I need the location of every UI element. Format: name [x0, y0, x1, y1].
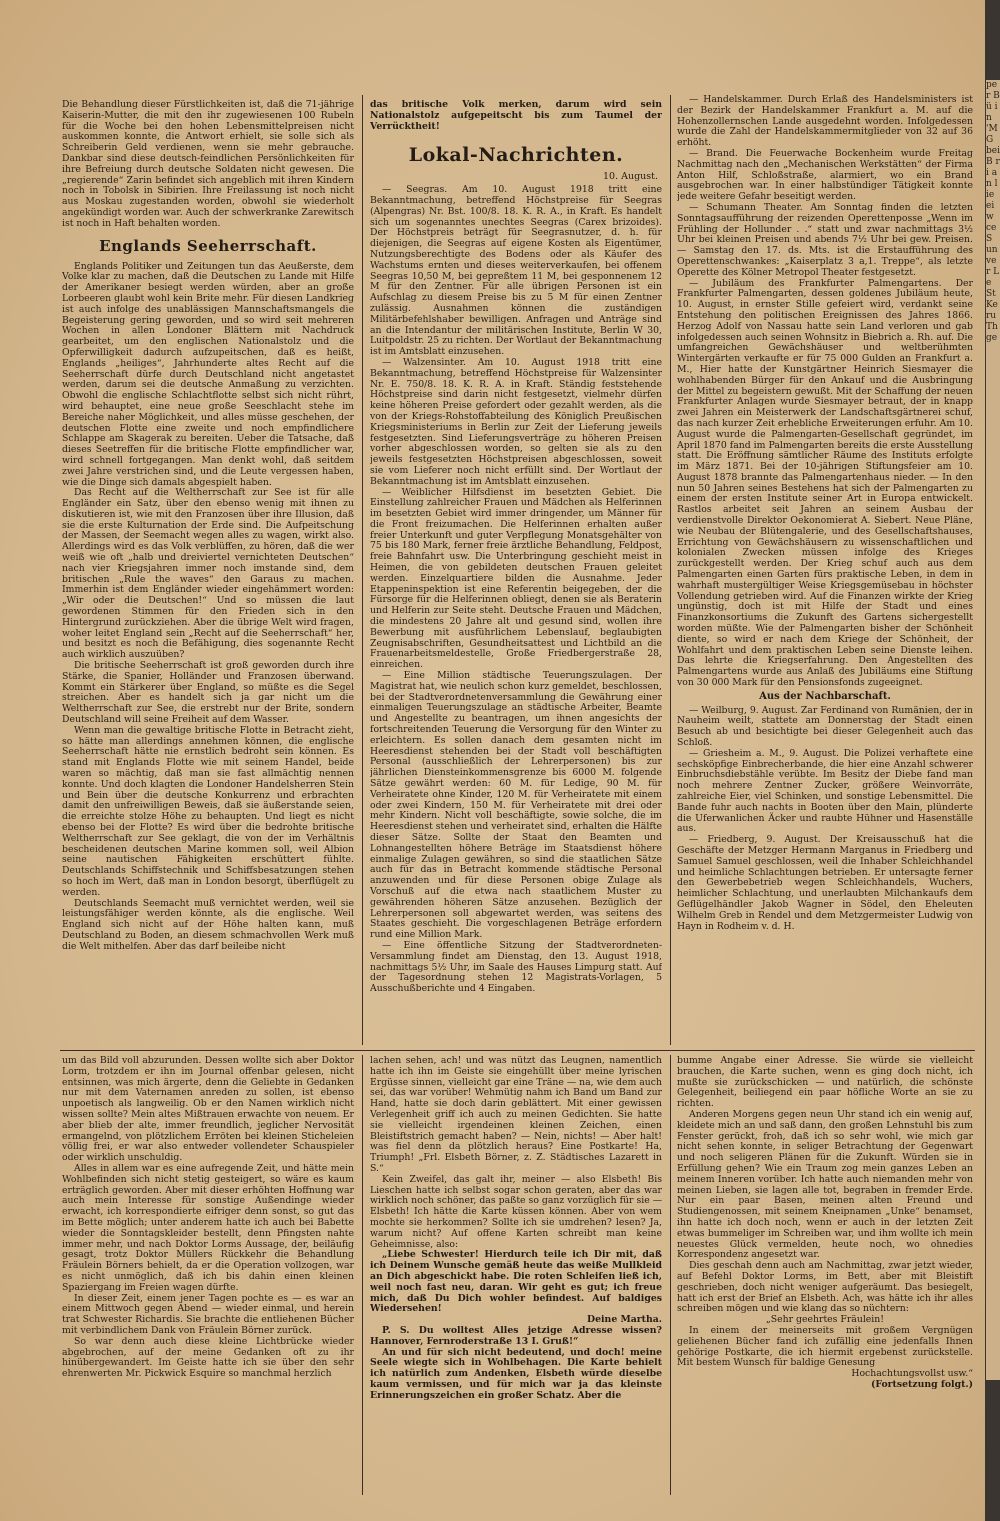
- news-friedberg: — Friedberg, 9. August. Der Kreisausschuß hat die Geschäfte der Metzger Hermann Marganus in Friedberg und Samuel Samuel geschlossen, weil die Inhaber Schleichhandel und heimliche Schlachtungen betrieben. Er untersagte ferner den Gewerbebetrieb wegen Schleichhandels, Wuchers, heimlicher Schlachtung, und unerlaubten Milchankaufs dem Geflügelhändler Jakob Wagner in Södel, den Eheleuten Wilhelm Greb in Rendel und dem Metzgermeister Ludwig von Hayn in Rodheim v. d. H.: [677, 834, 973, 932]
- news-brand: — Brand. Die Feuerwache Bockenheim wurde Freitag Nachmittag nach den „Mechanischen Werkstätten“ der Firma Anton Hilf, Schloßstraße, alarmiert, wo ein Brand ausgebrochen war. In einer halbstündiger Tätigkeit konnte jede weitere Gefahr beseitigt werden.: [677, 147, 973, 203]
- paragraph: Anderen Morgens gegen neun Uhr stand ich ein wenig auf, kleidete mich an und saß dann, den großen Lehnstuhl bis zum Fenster gerückt, froh, daß ich so sehr wohl, wie mich gar nicht sehen konnte, in seliger Betrachtung der Gegenwart und noch seligeren Plänen für die Zukunft. Würden sie in Erfüllung gehen? Wie ein Traum zog mein ganzes Leben an meinem Inneren vorüber. Ich hatte auch niemanden mehr von meinen Lieben, sie lagen alle tot, begraben in fremder Erde. Nur ein paar Basen, meinen alten Freund und Studiengenossen, mit seinem Kneipnamen „Unke“ benamset, ihn hatte ich doch noch, wenn er auch in der letzten Zeit etwas bummeliger im Schreiben war, und ihm wollte ich mein neuestes Glück vermelden, heute noch, wo ohnedies Korrespondenz angesetzt war.: [677, 1108, 973, 1261]
- paragraph: um das Bild voll abzurunden. Dessen wollte sich aber Doktor Lorm, trotzdem er ihn im Journal offenbar gelesen, nicht entsinnen, was mich ärgerte, denn die Geliebte in Gedanken nur mit dem Vaternamen anreden zu sollen, ist ebenso unpoetisch als langweilig. Ob er den Namen wirklich nicht wissen sollte? Mein altes Mißtrauen erwachte von neuem. Er aber blieb der alte, immer freundlich, jeglicher Nervosität ermangelnd, von plötzlichem Erröten bei kleinen Sticheleien völlig frei, er war also entweder vollendeter Schauspieler oder wirklich unschuldig.: [62, 1056, 354, 1164]
- paragraph: Alles in allem war es eine aufregende Zeit, und hätte mein Wohlbefinden sich nicht stetig gesteigert, so wäre es kaum erträglich geworden. Aber mit dieser erhöhten Hoffnung war auch mein Interesse für sonstige Außendinge wieder erwacht, ich korrespondierte eifriger denn sonst, so gut das im Bette möglich; unter anderem hatte ich auch bei Babette wieder die Sonntagskleider bestellt, denn Pfingsten nahte immer mehr, und nach Doktor Lorms Aussage, der, beiläufig gesagt, trotz Doktor Müllers Rückkehr die Behandlung Fräulein Börners behielt, da er die Operation vollzogen, war es nicht unmöglich, daß ich bis dahin einen kleinen Spaziergang im Freien wagen dürfte.: [62, 1162, 354, 1293]
- feuilleton-rule: [60, 1050, 975, 1051]
- paragraph: Wenn man die gewaltige britische Flotte in Betracht zieht, so hätte man allerdings annehmen können, die englische Seeherrschaft hätte nie ernstlich bedroht sein können. Es stand mit Englands Flotte wie mit seinem Handel, beide waren so mächtig, daß man sie fast allmächtig nennen konnte. Und doch klagten die Londoner Handelsherren Stein und Bein über die deutsche Konkurrenz und erbrachten damit den unfreiwilligen Beweis, daß sie äußerstande seien, die erreichte stolze Höhe zu behaupten. Und liegt es nicht ebenso bei der Flotte? Es wird über die bedrohte britische Weltherrschaft zur See geklagt, die von der im Verhältnis bescheidenen deutschen Marine kommen soll, weil Albion seine nautischen Fähigkeiten erschüttert fühlte. Deutschlands Schiffstechnik und Schiffsbesatzungen stehen so hoch im Wert, daß man in London besorgt, überflügelt zu werden.: [62, 724, 354, 898]
- paragraph: Kein Zweifel, das galt ihr, meiner — also Elsbeth! Bis Lieschen hatte ich selbst sogar schon geraten, aber das war wirklich noch schöner, das paßte so ganz vorzüglich für sie — Elsbeth! Ich hätte die Karte küssen können. Aber von wem mochte sie herkommen? Sollte ich sie umdrehen? lesen? Ja, warum nicht? Auf offene Karten schreibt man keine Geheimnisse, also:: [370, 1173, 662, 1250]
- news-teuerungszulagen: — Eine Million städtische Teuerungszulagen. Der Magistrat hat, wie neulich schon kurz gemeldet, beschlossen, bei der Stadtverordnetenversammlung die Gewährung einer einmaligen Teuerungszulage an städtische Arbeiter, Beamte und Angestellte zu beantragen, um ihnen angesichts der fortschreitenden Teuerung die Versorgung für den Winter zu erleichtern. Es sollen danach dem gesamten nicht im Heeresdienst stehenden bei der Stadt voll beschäftigten Personal (ausschließlich der Lehrerpersonen) bis zur jährlichen Diensteinkommensgrenze bis 6000 M. folgende Sätze gewährt werden: 60 M. für Ledige, 90 M. für Verheiratete ohne Kinder, 120 M. für Verheiratete mit einem oder zwei Kindern, 150 M. für Verheiratete mit drei oder mehr Kindern. Nicht voll beschäftigte, sowie solche, die im Heeresdienst stehen und verheiratet sind, erhalten die Hälfte dieser Sätze. Sollte der Staat den Beamten und Lohnangestellten höhere Beträge im Staatsdienst höhere einmalige Zulagen gewähren, so sind die staatlichen Sätze auch für das in Betracht kommende städtische Personal anzuwenden und für diese Personen obige Zulage als Vorschuß auf die etwa nach staatlichem Muster zu gewährenden höheren Sätze anzusehen. Bezüglich der Lehrerpersonen soll abgewartet werden, was seitens des Staates geschieht. Die vorgeschlagenen Beträge erfordern rund eine Million Mark.: [370, 670, 662, 941]
- column-rule: [362, 1055, 363, 1495]
- letter-salutation: „Sehr geehrtes Fräulein!: [765, 1314, 885, 1326]
- paragraph: Dies geschah denn auch am Nachmittag, zwar jetzt wieder, auf Befehl Doktor Lorms, im Bett, aber mit Bleistift geschrieben, doch nicht weniger aufgeräumt. Das besiegelt, hatt ich erst der Brief an Elsbeth. Ach, was hätte ich ihr alles schreiben mögen und wie klang das so nüchtern:: [677, 1260, 973, 1315]
- to-be-continued: (Fortsetzung folgt.): [870, 1378, 973, 1390]
- column-rule: [362, 95, 363, 1045]
- paragraph: lachen sehen, ach! und was nützt das Leugnen, namentlich hatte ich ihn im Geiste sie eingehüllt über meine lyrischen Ergüsse sinnen, vielleicht gar eine Träne — na, wie dem auch sei, das war vorüber! Wehmütig nahm ich Band um Band zur Hand, hatte sie doch darin geblättert. Mit einer gewissen Verlegenheit griff ich auch zu meinen Gedichten. Sie hatte sie vielleicht irgendeinen kleinen Zeichen, einen Bleistiftstrich gemacht haben? — Nein, nichts! — Aber halt! was fiel denn da plötzlich heraus? Eine Postkarte! Ha, Triumph! „Frl. Elsbeth Börner, z. Z. Städtisches Lazarett in S.“: [370, 1056, 662, 1174]
- article-continuation: das britische Volk merken, darum wird sein Nationalstolz aufgepeitscht bis zum Taumel der Verrücktheit!: [370, 100, 662, 132]
- column-rule: [670, 1055, 671, 1495]
- subheading-nachbarschaft: Aus der Nachbarschaft.: [759, 690, 891, 702]
- news-weilburg: — Weilburg, 9. August. Zar Ferdinand von Rumänien, der in Nauheim weilt, stattete am Donnerstag der Stadt einen Besuch ab und besichtigte bei dieser Gelegenheit auch das Schloß.: [677, 704, 973, 749]
- feuilleton-column-1: [62, 1056, 354, 1496]
- column-rule: [670, 95, 671, 1045]
- letter: „Liebe Schwester! Hierdurch teile ich Dir mit, daß ich Deinem Wunsche gemäß heute das weiße Mullkleid an Dich abgeschickt habe. Die roten Schleifen ließ ich, weil noch fast neu, daran. Wir geht es gut; ich freue mich, daß Du Dich wohler befindest. Auf baldiges Wiedersehen!: [370, 1249, 662, 1315]
- news-handelskammer: — Handelskammer. Durch Erlaß des Handelsministers ist der Bezirk der Handelskammer Frankfurt a. M. auf die Hohenzollernschen Lande ausgedehnt worden. Infolgedessen wurde die Zahl der Handelskammermitglieder von 32 auf 36 erhöht.: [677, 95, 973, 149]
- paragraph: Das Recht auf die Weltherrschaft zur See ist für alle Engländer ein Satz, über den ebenso wenig mit ihnen zu diskutieren ist, wie mit den Franzosen über ihre Illusion, daß sie die erste Kulturnation der Erde sind. Die Aufpeitschung der Massen, der Seemacht wegen alles zu wagen, wirkt also. Allerdings wird es das Volk verblüffen, zu hören, daß die wer weiß wie oft „halb und dreiviertel vernichteten Deutschen“ nach vier Kriegsjahren immer noch imstande sind, dem britischen „Rule the waves“ den Garaus zu machen. Immerhin ist dem Engländer wieder eingehämmert worden: „Wir oder die Deutschen!“ Und so müssen die laut gewordenen Stimmen für den Frieden sich in den Hintergrund zurückziehen. Aber die übrige Welt wird fragen, woher leitet England sein „Recht auf die Seeherrschaft“ her, und besitzt es noch die Befähigung, dies sogenannte Recht auch wirklich auszuüben?: [62, 487, 354, 661]
- column-1: [62, 100, 354, 1045]
- feuilleton-column-2: [370, 1056, 662, 1496]
- paragraph: Englands Politiker und Zeitungen tun das Aeußerste, dem Volke klar zu machen, daß die Deutschen zu Lande mit Hilfe der Amerikaner besiegt werden würden, aber an große Lorbeeren glaubt wohl kein Brite mehr. Für diesen Landkrieg ist auch infolge des unablässigen Mannschaftsmangels die Begeisterung gering geworden, und so wird seit mehreren Wochen in allen Londoner Blättern mit Nachdruck gearbeitet, um den englischen Nationalstolz und die Opferwilligkeit dadurch aufzupeitschen, daß es heißt, Englands „heiliges“, Jahrhunderte altes Recht auf die Seeherrschaft dürfe durch Deutschland nicht angetastet werden, darum sei die deutsche Anmaßung zu verzichten. Obwohl die englische Schlachtflotte selbst sich nicht rührt, wird behauptet, eine neue große Seeschlacht stehe im Bereiche naher Möglichkeit, und alles müsse geschehen, der deutschen Flotte eine zweite und noch empfindlichere Schlappe am Skagerak zu bereiten. Ueber die Tatsache, daß dieses Seetreffen für die britische Flotte empfindlicher war, wird schnell fortgegangen. Man denkt wohl, daß seitdem zwei Jahre verstrichen sind, und die Leute vergessen haben, wie die Dinge sich damals abgespielt haben.: [62, 260, 354, 488]
- postscript: P. S. Du wolltest Alles jetzige Adresse wissen? Hannover, Fernroderstraße 13 I. Gruß!“: [370, 1324, 662, 1347]
- letter-signature: Deine Martha.: [587, 1314, 662, 1326]
- news-hilfsdienst: — Weiblicher Hilfsdienst im besetzten Gebiet. Die Einstellung zahlreicher Frauen und Mädchen als Helferinnen im besetzten Gebiet wird immer dringender, um Männer für die Front freizumachen. Die Helferinnen erhalten außer freier Unterkunft und guter Verpflegung Monatsgehälter von 75 bis 180 Mark, ferner freie ärztliche Behandlung, Feldpost, freie Bahnfahrt usw. Die Unterbringung geschieht meist in Heimen, die von gebildeten deutschen Frauen geleitet werden. Einzelquartiere bilden die Ausnahme. Jeder Etappeninspektion ist eine Referentin beigegeben, der die Fürsorge für die Helferinnen obliegt, denen sie als Beraterin und Helferin zur Seite steht. Deutsche Frauen und Mädchen, die mindestens 20 Jahre alt und gesund sind, wollen ihre Bewerbung mit ausführlichem Lebenslauf, beglaubigten Zeugnisabschriften, Gesundheitsattest und Lichtbild an die Frauenarbeitsmeldestelle, Große Friedbergerstraße 28, einreichen.: [370, 486, 662, 671]
- headline-englands-seeherrschaft: Englands Seeherrschaft.: [99, 236, 317, 255]
- headline-lokal-nachrichten: Lokal-Nachrichten.: [408, 144, 624, 167]
- news-walzensinter: — Walzensinter. Am 10. August 1918 tritt eine Bekanntmachung, betreffend Höchstpreise für Walzensinter Nr. E. 750/8. 18. K. R. A. in Kraft. Ständig feststehende Höchstpreise sind darin nicht festgesetzt, vielmehr dürfen keine höheren Preise gefordert oder gezahlt werden, als die von der Kriegs-Rohstoffabteilung des Königlich Preußischen Kriegsministeriums in Berlin zur Zeit der Lieferung jeweils festgesetzten. Sind Lieferungsverträge zu höheren Preisen vorher abgeschlossen worden, so gelten sie als zu den jeweils festgesetzten Höchstpreisen abgeschlossen, soweit sie vom Lieferer noch nicht erfüllt sind. Der Wortlaut der Bekanntmachung ist im Amtsblatt einzusehen.: [370, 356, 662, 487]
- letter-body: In einem der meinerseits mit großem Vergnügen geliehenen Bücher fand ich zufällig eine jedenfalls Ihnen gehörige Postkarte, die ich hiermit ergebenst zurückstelle. Mit bestem Wunsch für baldige Genesung: [677, 1324, 973, 1369]
- news-griesheim: — Griesheim a. M., 9. August. Die Polizei verhaftete eine sechsköpfige Einbrecherbande, die hier eine Anzahl schwerer Einbruchsdiebstähle verübte. Im Besitz der Diebe fand man noch mehrere Zentner Zucker, größere Weinvorräte, zahlreiche Eier, viel Schinken, und sonstige Lebensmittel. Die Bande fuhr auch nachts in Booten über den Main, plünderte die Uferwanlichen Äcker und raubte Hühner und Hasenställe aus.: [677, 747, 973, 835]
- feuilleton-column-3: [677, 1056, 973, 1496]
- paragraph: An und für sich nicht bedeutend, und doch! meine Seele wiegte sich in Wohlbehagen. Die Karte behielt ich natürlich zum Andenken, Elsbeth würde dieselbe kaum vermissen, und für mich war ja das kleinste Erinnerungszeichen ein großer Schatz. Aber die: [370, 1346, 662, 1401]
- news-seegras: — Seegras. Am 10. August 1918 tritt eine Bekanntmachung, betreffend Höchstpreise für Seegras (Alpengras) Nr. Bst. 100/8. 18. K. R. A., in Kraft. Es handelt sich um sogenanntes unechtes Seegras (Carex brizoides). Der Höchstpreis beträgt für Seegrasnutzer, d. h. für diejenigen, die Seegras auf eigene Kosten als Eigentümer, Nutzungsberechtigte des Bodens oder als Käufer des Wachstums ernten und dieses weiterverkaufen, bei offenem Seegras 10,50 M, bei gepreßtem 11 M, bei gesponnenem 12 M für den Zentner. Für alle übrigen Personen ist ein Aufschlag zu diesem Preise bis zu 5 M für einen Zentner zulässig. Ausnahmen können die zuständigen Militärbefehlshaber bewilligen. Anfragen und Anträge sind an die Intendantur der militärischen Institute, Berlin W 30, Luitpoldstr. 25 zu richten. Der Wortlaut der Bekanntmachung ist im Amtsblatt einzusehen.: [370, 184, 662, 358]
- paragraph: bumme Angabe einer Adresse. Sie würde sie vielleicht brauchen, die Karte suchen, wenn es ging doch nicht, ich mußte sie zurückschicken — und natürlich, die schönste Gelegenheit, beiliegend ein paar höfliche Worte an sie zu richten.: [677, 1056, 973, 1110]
- paragraph: Die britische Seeherrschaft ist groß geworden durch ihre Stärke, die Spanier, Holländer und Franzosen überwand. Kommt ein Stärkerer über England, so müßte es die Segel streichen. Aber es handelt sich ja gar nicht um die Weltherrschaft zur See, die erstrebt nur der Brite, sondern Deutschland will seine Freiheit auf dem Wasser.: [62, 660, 354, 726]
- paragraph: So war denn auch diese kleine Lichtbrücke wieder abgebrochen, auf der meine Gedanken oft zu ihr hinübergewandert. Im Geiste hatte ich sie über den sehr ehrenwerten Mr. Pickwick Esquire so manchmal herzlich: [62, 1335, 354, 1380]
- paragraph: In dieser Zeit, einem jener Tagen pochte es — es war an einem Mittwoch gegen Abend — wieder einmal, und herein trat Schwester Richardis. Sie brachte die entliehenen Bücher mit verbindlichem Dank von Fräulein Börner zurück.: [62, 1292, 354, 1336]
- news-sitzung: — Eine öffentliche Sitzung der Stadtverordneten-Versammlung findet am Dienstag, den 13. August 1918, nachmittags 5½ Uhr, im Saale des Hauses Limpurg statt. Auf der Tagesordnung stehen 12 Magistrats-Vorlagen, 5 Ausschußberichte und 4 Eingaben.: [370, 939, 662, 995]
- column-3: [677, 95, 973, 1045]
- column-2: [370, 100, 662, 1045]
- paragraph: Deutschlands Seemacht muß vernichtet werden, weil sie leistungsfähiger werden könnte, als die englische. Weil England sich nicht auf der Höhe halten kann, muß Deutschland zu Boden, an diesem schmachvollen Werk muß die Welt mithelfen. Aber das darf beileibe nicht: [62, 897, 354, 952]
- letter-closing: Hochachtungsvollst usw.“: [851, 1368, 973, 1380]
- article-zarin-end: Die Behandlung dieser Fürstlichkeiten ist, daß die 71-jährige Kaiserin-Mutter, die mit den ihr zugewiesenen 100 Rubeln für die Woche bei den hohen Lebensmittelpreisen nicht auskommen konnte, die Antwort erhielt, sie solle sich als Schreiberin Geld verdienen, wenn sie mehr gebrauche. Dankbar sind diese deutsch-feindlichen Persönlichkeiten für ihre Befreiung durch deutsche Soldaten nicht gewesen. Die „regierende“ Zarin befindet sich angeblich mit ihren Kindern noch in Tobolsk in Sibirien. Ihre Freilassung ist noch nicht aus Moskau zugestanden worden, obwohl sie wiederholt angekündigt worden war. Auch der schwerkranke Zarewitsch ist noch in Haft behalten worden.: [62, 100, 354, 229]
- news-schumann-theater: — Schumann Theater. Am Sonntag finden die letzten Sonntagsaufführung der reizenden Operettenposse „Wenn im Frühling der Hollunder . .“ statt und zwar nachmittags 3½ Uhr bei kleinen Preisen und abends 7½ Uhr bei gew. Preisen. — Samstag den 17. ds. Mts. ist die Erstaufführung des Operettenschwankes: „Kaiserplatz 3 a,1. Treppe“, als letzte Operette des Kölner Metropol Theater festgesetzt.: [677, 201, 973, 278]
- news-palmengarten: — Jubiläum des Frankfurter Palmengartens. Der Frankfurter Palmengarten, dessen goldenes Jubiläum heute, 10. August, in ernster Stille gefeiert wird, verdankt seine Entstehung den politischen Ereignissen des Jahres 1866. Herzog Adolf von Nassau hatte sein Land verloren und gab infolgedessen auch seinen Wohnsitz in Biebrich a. Rh. auf. Die umfangreichen Gewächshäuser und weltberühmten Wintergärten verkaufte er für 75 000 Gulden an Frankfurt a. M., Hier hatte der Kunstgärtner Heinrich Siesmayer die wohlhabenden Bürger für den Ankauf und die Ausbringung der Mittel zu begeistern gewußt. Mit der Schaffung der neuen Frankfurter Anlagen wurde Siesmayer betraut, der in knapp zwei Jahren ein Meisterwerk der Landschaftsgärtnerei schuf, das nach kurzer Zeit erhebliche Erweiterungen erfuhr. Am 10. August wurde die Palmengarten-Gesellschaft gegründet, im April 1870 fand im Palmengarten bereits die erste Ausstellung statt. Die Eröffnung sämtlicher Räume des Instituts erfolgte im März 1871. Bei der 10-jährigen Stiftungsfeier am 10. August 1878 brannte das Palmengartenhaus nieder. — In den nun 50 Jahren seines Bestehens hat sich der Palmengarten zu einem der ersten Institute seiner Art in Europa entwickelt. Rastlos arbeitet seit Jahren an seinem Ausbau der verdienstvolle Direktor Oekonomierat A. Siebert. Neue Pläne, wie Neubau der Blütengalerie, und des Gesellschaftshauses, Errichtung von Gewächshäusern zu wissenschaftlichen und kolonialen Zwecken müssen infolge des Krieges zurückgestellt werden. Der Krieg schuf auch aus dem Palmengarten einen Garten fürs praktische Leben, in dem in wahrhaft mustergültiger Weise Kriegsgemüsebau in höchster Vollendung getrieben wird. Auf die Finanzen wirkte der Krieg ungünstig, doch ist mit Hilfe der Stadt und eines Finanzkonsortiums die Zukunft des Gartens sichergestellt worden müßte. Wie der Palmengarten bisher der Schönheit diente, so wird er nach dem Kriege der Schönheit, der Wohlfahrt und dem praktischen Leben seine Dienste leihen. Das lehrte die Kriegserfahrung. Den Angestellten des Palmengartens wurde aus Anlaß des Jubiläums eine Stiftung von 30 000 Mark für den Pensionsfonds zugeeignet.: [677, 277, 973, 689]
- adjacent-page-strip: per Bü in 'M G bei B ri an lie ei w ce S un ver Le St Ke ru Th ge: [986, 80, 1000, 1380]
- dateline: 10. August.: [602, 171, 658, 183]
